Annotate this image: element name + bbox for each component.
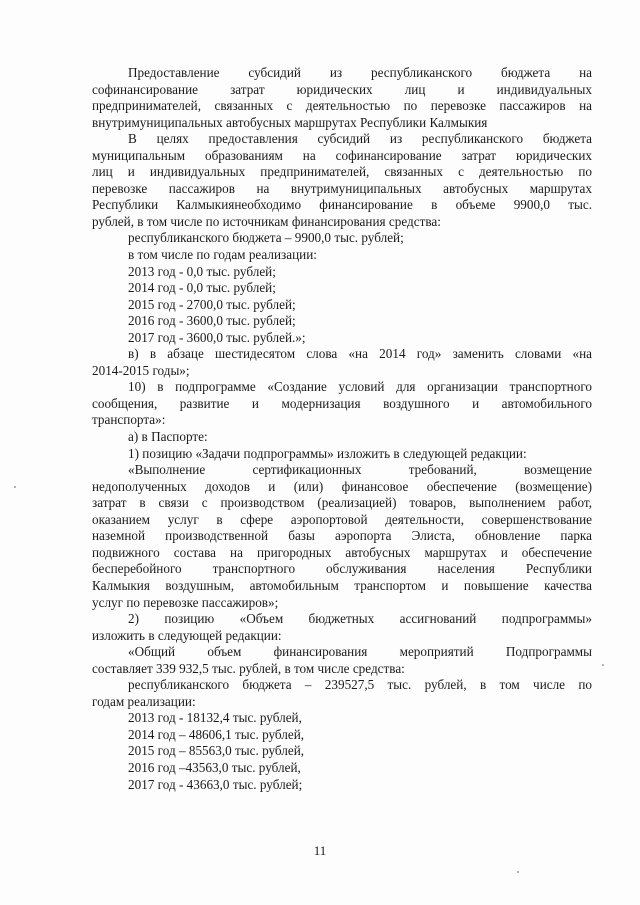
year-line: 2016 год - 3600,0 тыс. рублей; <box>128 313 296 329</box>
text-line: сообщения, развитие и модернизация воздушного и автомобильного <box>92 395 592 411</box>
heading-line-1: Предоставление субсидий из республиканского бюджета на <box>128 65 592 80</box>
text-line: Республики Калмыкиянеобходимо финансирование в объеме 9900,0 тыс. <box>92 197 592 213</box>
scan-speck <box>517 871 519 873</box>
year-line: 2014 год - 0,0 тыс. рублей; <box>128 280 276 296</box>
text-line: «Общий объем финансирования мероприятий Подпрограммы <box>128 644 592 660</box>
text-line: 2) позицию «Объем бюджетных ассигнований подпрограммы» <box>128 611 592 627</box>
text-line: лиц и индивидуальных предпринимателей, связанных с деятельностью по <box>92 164 592 180</box>
year-line: 2015 год - 2700,0 тыс. рублей; <box>128 296 296 312</box>
text-line: а) в Паспорте: <box>128 429 208 445</box>
year-line: 2013 год - 0,0 тыс. рублей; <box>128 263 276 279</box>
text-line: подвижного состава на пригородных автобусных маршрутах и обеспечение <box>92 544 592 560</box>
text-line: 1) позицию «Задачи подпрограммы» изложить в следующей редакции: <box>128 445 527 461</box>
text-line: услуг по перевозке пассажиров»; <box>92 594 279 610</box>
text-line: годам реализации: <box>92 693 196 709</box>
text-line: транспорта»: <box>92 412 166 428</box>
year-line: 2014 год – 48606,1 тыс. рублей, <box>128 726 305 742</box>
text-line: наземной производственной базы аэропорта Элиста, обновление парка <box>92 528 592 544</box>
text-line: В целях предоставления субсидий из республиканского бюджета <box>128 131 592 147</box>
heading-line-4: внутримуниципальных автобусных маршрутах Республики Калмыкия <box>92 114 488 130</box>
scan-speck <box>14 486 16 488</box>
body-text <box>92 65 592 793</box>
text-line: оказанием услуг в сфере аэропортовой деятельности, совершенствование <box>92 511 592 527</box>
text-line: муниципальным образованиям на софинансирование затрат юридических <box>92 147 592 163</box>
text-line: «Выполнение сертификационных требований, возмещение <box>128 462 592 478</box>
text-line: Калмыкия воздушным, автомобильным транспортом и повышение качества <box>92 577 592 593</box>
text-line: республиканского бюджета – 9900,0 тыс. рублей; <box>128 230 404 246</box>
year-line: 2016 год –43563,0 тыс. рублей, <box>128 759 301 775</box>
year-line: 2013 год - 18132,4 тыс. рублей, <box>128 710 302 726</box>
scan-speck <box>602 664 604 666</box>
text-line: затрат в связи с производством (реализацией) товаров, выполнением работ, <box>92 495 592 511</box>
year-line: 2015 год – 85563,0 тыс. рублей, <box>128 743 305 759</box>
page-number: 11 <box>313 843 327 858</box>
text-line: в том числе по годам реализации: <box>128 247 317 263</box>
text-line: 10) в подпрограмме «Создание условий для организации транспортного <box>128 379 592 395</box>
text-line: изложить в следующей редакции: <box>92 627 282 643</box>
text-line: в) в абзаце шестидесятом слова «на 2014 год» заменить словами «на <box>128 346 592 362</box>
text-line: составляет 339 932,5 тыс. рублей, в том числе средства: <box>92 660 405 676</box>
heading-line-3: предпринимателей, связанных с деятельностью по перевозке пассажиров на <box>92 98 592 114</box>
text-line: 2014-2015 годы»; <box>92 362 190 378</box>
heading-line-2: софинансирование затрат юридических лиц и индивидуальных <box>92 81 592 97</box>
year-line: 2017 год - 3600,0 тыс. рублей.»; <box>128 329 306 345</box>
text-line: бесперебойного транспортного обслуживания населения Республики <box>92 561 592 577</box>
year-line: 2017 год - 43663,0 тыс. рублей; <box>128 776 303 792</box>
text-line: перевозке пассажиров на внутримуниципальных автобусных маршрутах <box>92 180 592 196</box>
text-line: рублей, в том числе по источникам финансирования средства: <box>92 213 441 229</box>
text-line: республиканского бюджета – 239527,5 тыс. рублей, в том числе по <box>128 677 592 693</box>
text-line: недополученных доходов и (или) финансовое обеспечение (возмещение) <box>92 478 592 494</box>
